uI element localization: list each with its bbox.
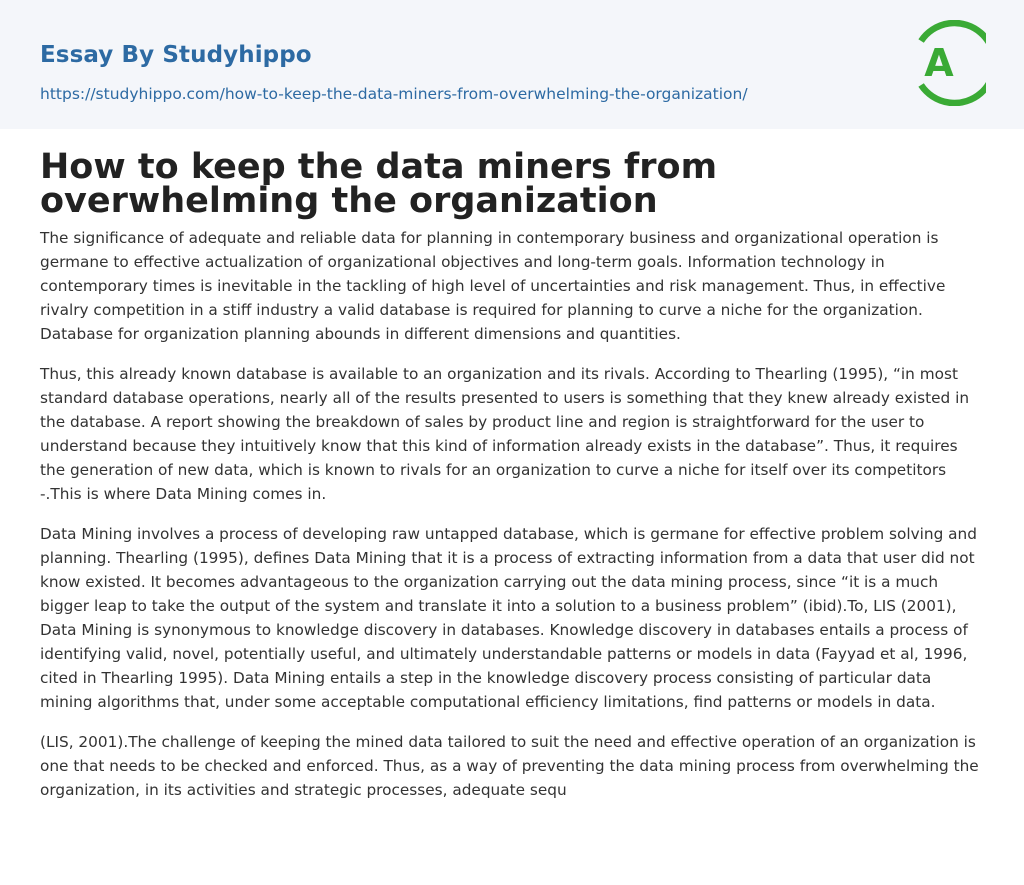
site-header [0,0,1024,129]
article-paragraph: (LIS, 2001).The challenge of keeping the mined data tailored to suit the need and effective operation of an organization is one that needs to be checked and enforced. Thus, as a way of preventing the data mining process from overwhelming the organization, in its activities and strategic processes, adequate sequ [40,733,979,799]
article-paragraph: The significance of adequate and reliable data for planning in contemporary business and organizational operation is germane to effective actualization of organizational objectives and long-term goals. Information technology in contemporary times is inevitable in the tackling of high level of uncertainties and risk management. Thus, in effective rivalry competition in a stiff industry a valid database is required for planning to curve a niche for the organization. Database for organization planning abounds in different dimensions and quantities. [40,229,946,343]
article-content [0,129,1024,802]
page-title: How to keep the data miners from overwhelming the organization [40,147,718,221]
article-url-link[interactable]: https://studyhippo.com/how-to-keep-the-data-miners-from-overwhelming-the-organization/ [40,85,748,103]
studyhippo-logo-icon[interactable] [914,20,986,106]
logo-letter: A [924,41,954,85]
site-title[interactable]: Essay By Studyhippo [40,42,312,68]
article-paragraph: Data Mining involves a process of developing raw untapped database, which is germane for effective problem solving and planning. Thearling (1995), defines Data Mining that it is a process of extracting information from a data that user did not know existed. It becomes advantageous to the organization carrying out the data mining process, since “it is a much bigger leap to take the output of the system and translate it into a solution to a business problem” (ibid).To, LIS (2001), Data Mining is synonymous to knowledge discovery in databases. Knowledge discovery in databases entails a process of identifying valid, novel, potentially useful, and ultimately understandable patterns or models in data (Fayyad et al, 1996, cited in Thearling 1995). Data Mining entails a step in the knowledge discovery process consisting of particular data mining algorithms that, under some acceptable computational efficiency limitations, find patterns or models in data. [40,525,977,711]
article-paragraph: Thus, this already known database is available to an organization and its rivals. According to Thearling (1995), “in most standard database operations, nearly all of the results presented to users is something that they knew already existed in the database. A report showing the breakdown of sales by product line and region is straightforward for the user to understand because they intuitively know that this kind of information already exists in the database”. Thus, it requires the generation of new data, which is known to rivals for an organization to curve a niche for itself over its competitors -.This is where Data Mining comes in. [40,365,970,503]
